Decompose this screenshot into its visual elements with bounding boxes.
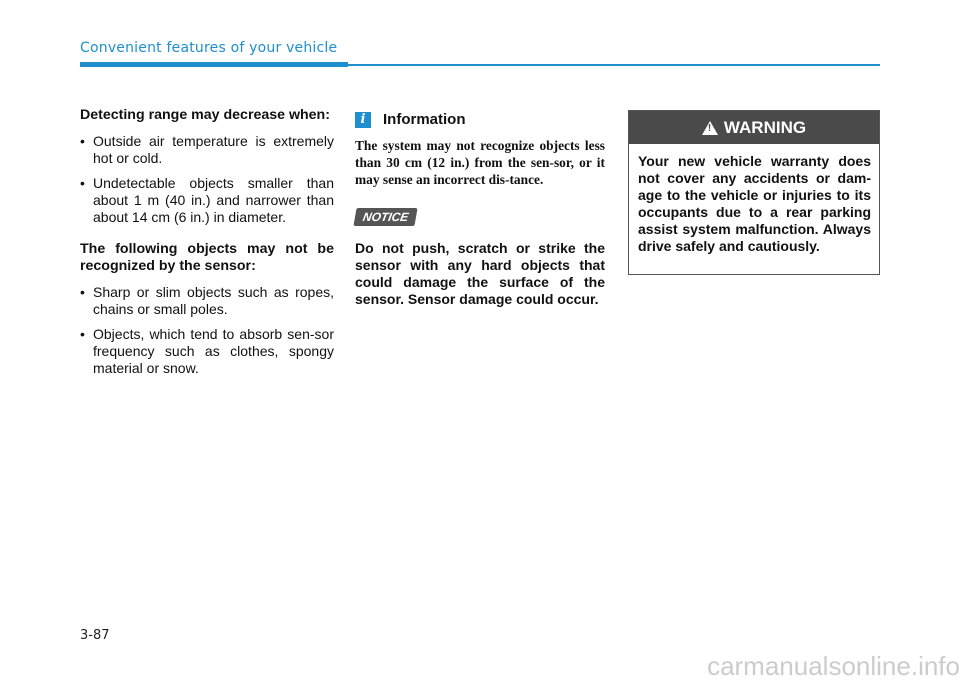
list-item: • Undetectable objects smaller than about 1 m (40 in.) and narrower than about 14 cm (6 in.) in diameter. <box>80 175 334 226</box>
left-column <box>80 107 334 392</box>
warning-label: WARNING <box>723 117 807 137</box>
list-item: • Objects, which tend to absorb sen-sor frequency such as clothes, spongy material or snow. <box>80 326 334 377</box>
section-heading: The following objects may not be recognized by the sensor: <box>80 241 334 274</box>
middle-column <box>355 111 605 308</box>
information-text: The system may not recognize objects less than 30 cm (12 in.) from the sen-sor, or it may sense an incorrect dis-tance. <box>355 138 605 187</box>
info-icon: i <box>355 112 371 128</box>
warning-header <box>629 111 879 144</box>
page-number: 3-87 <box>80 628 110 643</box>
warning-text: Your new vehicle warranty does not cover any accidents or dam-age to the vehicle or injuries to its occupants due to a rear parking assist system malfunction. Always drive safely and cautiously. <box>638 153 871 254</box>
warning-triangle-icon <box>702 121 718 135</box>
warning-icon-glyph: ! <box>707 122 712 134</box>
notice-text: Do not push, scratch or strike the sensor with any hard objects that could damage the surface of the sensor. Sensor damage could occur. <box>355 240 605 307</box>
information-title: Information <box>383 111 466 128</box>
list-item: • Outside air temperature is extremely hot or cold. <box>80 133 334 167</box>
header-rule-thick <box>80 62 348 67</box>
list-item: • Sharp or slim objects such as ropes, chains or small poles. <box>80 284 334 318</box>
information-heading <box>355 111 605 128</box>
header-rule-thin <box>348 64 880 66</box>
bullet-list <box>80 133 334 226</box>
bullet-list <box>80 284 334 377</box>
footer-watermark: carmanualsonline.info <box>707 651 960 681</box>
section-header-title: Convenient features of your vehicle <box>80 40 338 56</box>
warning-box <box>628 110 880 275</box>
notice-badge: NOTICE <box>353 208 418 226</box>
section-heading: Detecting range may decrease when: <box>80 107 330 123</box>
